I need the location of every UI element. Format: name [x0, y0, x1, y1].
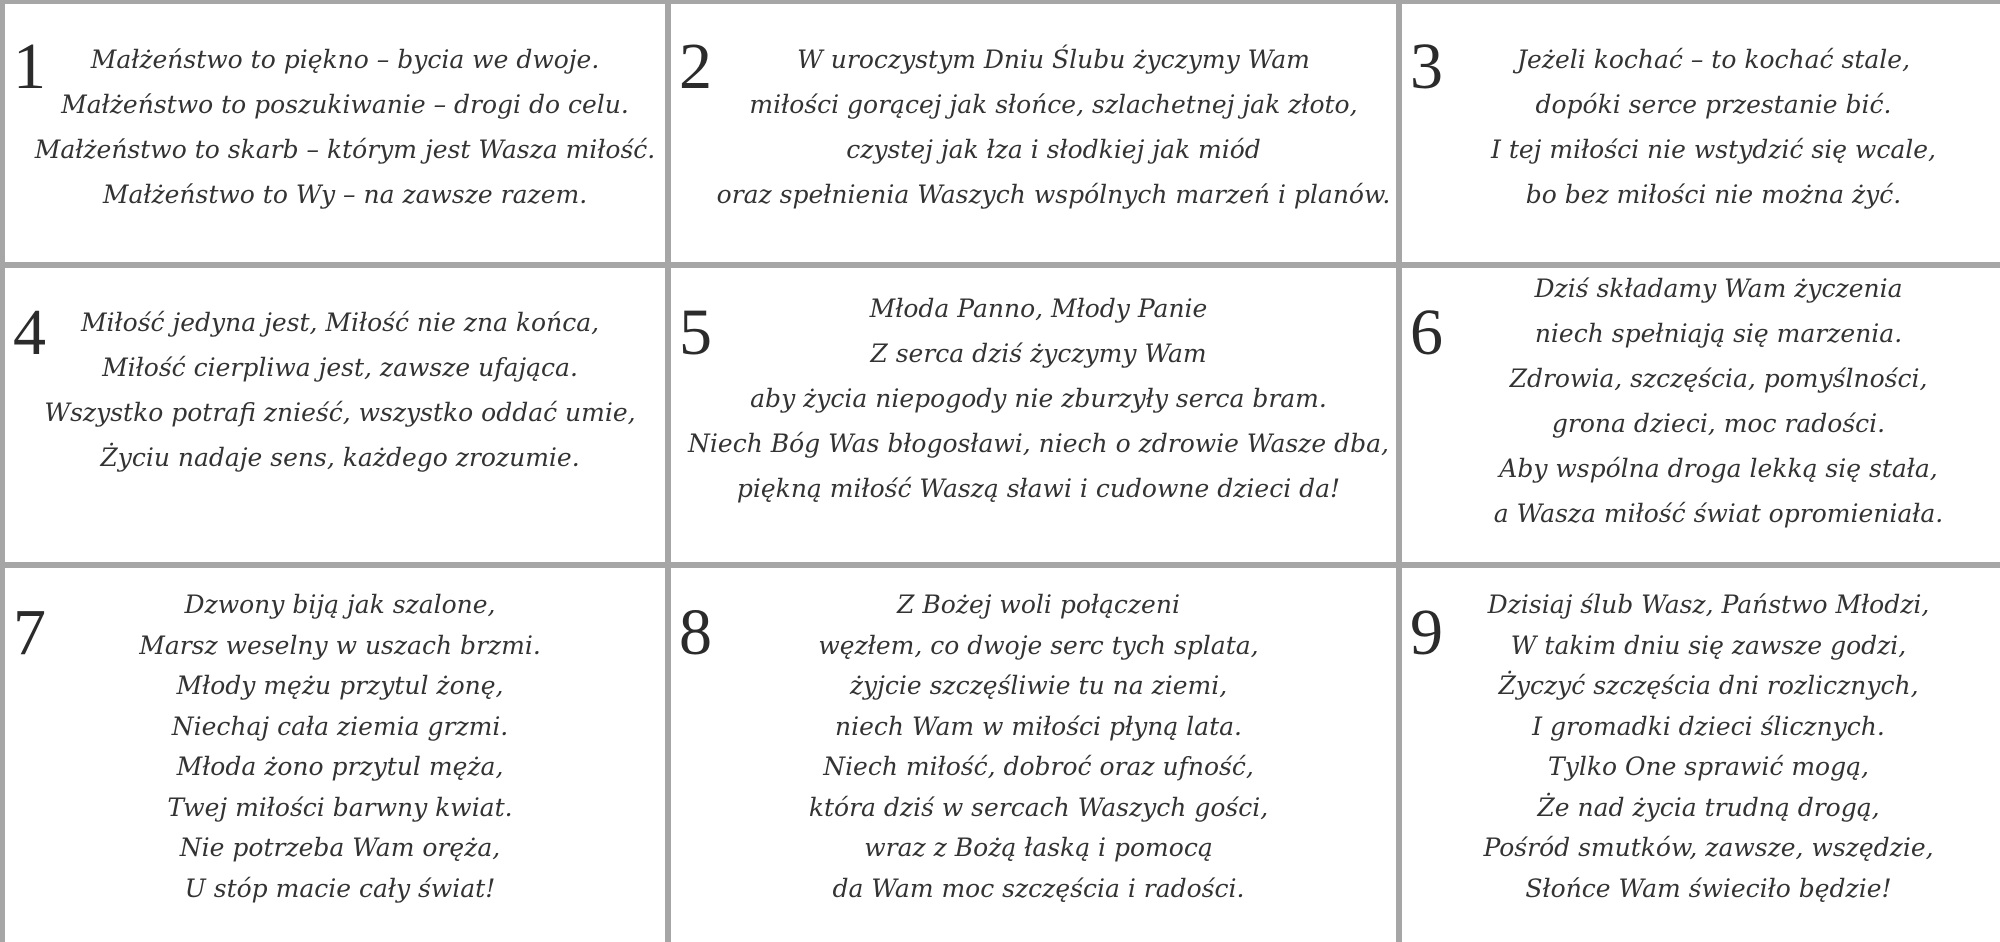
- verse-line: Z serca dziś życzymy Wam: [870, 339, 1207, 368]
- verse-line: Małżeństwo to skarb – którym jest Wasza miłość.: [34, 135, 656, 164]
- wish-card-6: [1402, 268, 2000, 562]
- verse-line: Niechaj cała ziemia grzmi.: [171, 711, 509, 741]
- verse-line: Z Bożej woli połączeni: [897, 590, 1180, 619]
- verse-line: Miłość cierpliwa jest, zawsze ufająca.: [102, 353, 578, 382]
- wish-card-3: [1402, 4, 2000, 262]
- card-number: 2: [679, 30, 712, 103]
- card-number: 8: [679, 596, 712, 669]
- card-number: 6: [1410, 296, 1443, 369]
- verse-line: I tej miłości nie wstydzić się wcale,: [1491, 135, 1936, 164]
- wish-card-1: [5, 4, 665, 262]
- card-verse: [671, 37, 1396, 217]
- verse-line: Jeżeli kochać – to kochać stale,: [1516, 45, 1911, 74]
- verse-line: Dziś składamy Wam życzenia: [1534, 274, 1903, 303]
- verse-line: Twej miłości barwny kwiat.: [167, 792, 513, 822]
- verse-line: a Wasza miłość świat opromieniała.: [1493, 499, 1944, 528]
- verse-line: Niech Bóg Was błogosławi, niech o zdrowie Wasze dba,: [688, 429, 1389, 458]
- card-verse: [5, 37, 665, 217]
- verse-line: W takim dniu się zawsze godzi,: [1510, 630, 1907, 660]
- card-number: 7: [13, 596, 46, 669]
- verse-line: niech Wam w miłości płyną lata.: [835, 711, 1242, 741]
- wish-card-8: [671, 568, 1396, 942]
- verse-line: Aby wspólna droga lekką się stała,: [1499, 454, 1938, 483]
- card-number: 1: [13, 30, 46, 103]
- verse-line: która dziś w sercach Waszych gości,: [808, 792, 1269, 822]
- verse-line: Małżeństwo to piękno – bycia we dwoje.: [90, 45, 600, 74]
- verse-line: Dzwony biją jak szalone,: [184, 590, 496, 619]
- verse-line: żyjcie szczęśliwie tu na ziemi,: [849, 671, 1228, 700]
- verse-line: Zdrowia, szczęścia, pomyślności,: [1509, 364, 1928, 393]
- verse-line: Słońce Wam świeciło będzie!: [1525, 873, 1892, 903]
- card-number: 5: [679, 296, 712, 369]
- card-verse: [1402, 268, 2000, 536]
- wish-card-9: [1402, 568, 2000, 942]
- verse-line: Młoda żono przytul męża,: [176, 752, 504, 781]
- verse-line: piękną miłość Waszą sławi i cudowne dzieci da!: [736, 474, 1341, 503]
- verse-line: czystej jak łza i słodkiej jak miód: [846, 135, 1261, 164]
- card-verse: [671, 286, 1396, 511]
- card-verse: [671, 585, 1396, 909]
- verse-line: Życzyć szczęścia dni rozlicznych,: [1498, 671, 1919, 700]
- verse-line: miłości gorącej jak słońce, szlachetnej jak złoto,: [749, 90, 1358, 119]
- verse-line: W uroczystym Dniu Ślubu życzymy Wam: [797, 45, 1310, 74]
- verse-line: Pośród smutków, zawsze, wszędzie,: [1483, 833, 1934, 862]
- wish-card-4: [5, 268, 665, 562]
- verse-line: dopóki serce przestanie bić.: [1535, 90, 1892, 119]
- card-number: 3: [1410, 30, 1443, 103]
- verse-line: Że nad życia trudną drogą,: [1537, 792, 1880, 822]
- card-number: 9: [1410, 596, 1443, 669]
- verse-line: Małżeństwo to poszukiwanie – drogi do celu.: [61, 90, 629, 119]
- verse-line: Tylko One sprawić mogą,: [1548, 752, 1869, 781]
- wish-card-5: [671, 268, 1396, 562]
- verse-line: U stóp macie cały świat!: [184, 873, 496, 903]
- wish-card-2: [671, 4, 1396, 262]
- wish-card-7: [5, 568, 665, 942]
- verse-line: Młody mężu przytul żonę,: [176, 671, 504, 700]
- verse-line: wraz z Bożą łaską i pomocą: [864, 833, 1213, 862]
- verse-line: grona dzieci, moc radości.: [1551, 409, 1886, 438]
- verse-line: niech spełniają się marzenia.: [1534, 319, 1903, 348]
- card-number: 4: [13, 296, 46, 369]
- verse-line: Życiu nadaje sens, każdego zrozumie.: [100, 443, 580, 472]
- verse-line: Marsz weselny w uszach brzmi.: [139, 630, 541, 660]
- card-verse: [5, 296, 665, 480]
- verse-line: Małżeństwo to Wy – na zawsze razem.: [102, 180, 588, 209]
- verse-line: Niech miłość, dobroć oraz ufność,: [823, 752, 1254, 781]
- verse-line: I gromadki dzieci ślicznych.: [1532, 711, 1885, 741]
- verse-line: Dzisiaj ślub Wasz, Państwo Młodzi,: [1487, 590, 1930, 619]
- verse-line: węzłem, co dwoje serc tych splata,: [818, 630, 1259, 660]
- card-verse: [1402, 37, 2000, 217]
- verse-line: Miłość jedyna jest, Miłość nie zna końca,: [80, 308, 600, 337]
- verse-line: aby życia niepogody nie zburzyły serca bram.: [750, 384, 1327, 413]
- verse-line: Młoda Panno, Młody Panie: [869, 294, 1208, 323]
- card-verse: [1402, 585, 2000, 909]
- verse-line: da Wam moc szczęścia i radości.: [832, 873, 1245, 903]
- verse-line: Nie potrzeba Wam oręża,: [179, 833, 501, 862]
- verse-line: Wszystko potrafi znieść, wszystko oddać umie,: [44, 398, 636, 427]
- verse-line: bo bez miłości nie można żyć.: [1525, 180, 1902, 209]
- card-verse: [5, 585, 665, 909]
- verse-line: oraz spełnienia Waszych wspólnych marzeń i planów.: [716, 180, 1391, 209]
